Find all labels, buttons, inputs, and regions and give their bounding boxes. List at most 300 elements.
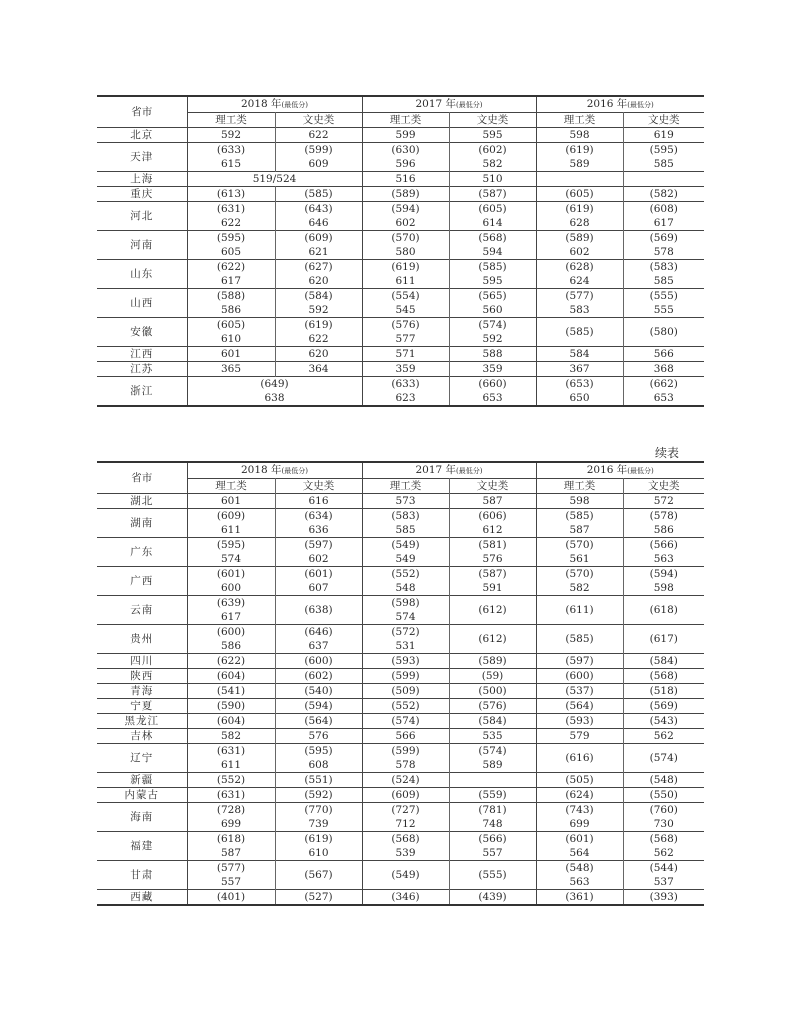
score-cell: 646 xyxy=(275,216,362,231)
table-row xyxy=(97,596,704,611)
province-name: 甘肃 xyxy=(97,861,187,890)
score-cell: 587 xyxy=(449,494,536,509)
score-cell: 516 xyxy=(362,172,449,187)
table-row xyxy=(97,744,704,759)
score-cell: (604) xyxy=(187,714,275,729)
score-cell: 578 xyxy=(653,246,674,258)
score-cell: 637 xyxy=(275,639,362,654)
score-cell: (624) xyxy=(536,788,623,803)
header-year-2018: 2018 年(最低分) xyxy=(187,96,362,113)
score-cell: 598 xyxy=(536,128,623,143)
score-cell: (578) xyxy=(623,509,704,524)
province-name: 陕西 xyxy=(97,669,187,684)
province-name: 新疆 xyxy=(97,773,187,788)
score-cell: (605) xyxy=(187,318,275,333)
score-cell: (564) xyxy=(275,714,362,729)
score-cell: 622 xyxy=(187,216,275,231)
score-cell: 628 xyxy=(536,216,623,231)
score-cell: (594) xyxy=(275,699,362,714)
score-cell: (611) xyxy=(536,596,623,625)
table-row xyxy=(97,391,704,406)
score-cell: 582 xyxy=(187,729,275,744)
score-cell: 585 xyxy=(653,275,674,287)
table-row xyxy=(97,362,704,377)
score-cell: 622 xyxy=(275,128,362,143)
score-cell: 563 xyxy=(536,875,623,890)
score-cell: 562 xyxy=(653,847,674,859)
score-cell: 592 xyxy=(275,303,362,318)
score-cell: (600) xyxy=(187,625,275,640)
score-cell: 574 xyxy=(362,610,449,625)
table-row xyxy=(97,202,704,217)
score-cell: (617) xyxy=(623,625,704,654)
score-cell: 608 xyxy=(275,758,362,773)
table-row xyxy=(97,684,704,699)
table-row xyxy=(97,303,704,318)
score-cell: (601) xyxy=(187,567,275,582)
score-cell: (585) xyxy=(449,260,536,275)
score-cell: 611 xyxy=(187,523,275,538)
score-cell: 572 xyxy=(623,494,704,509)
score-cell: 580 xyxy=(362,245,449,260)
province-name: 贵州 xyxy=(97,625,187,654)
score-cell: (559) xyxy=(449,788,536,803)
header-year-2016: 2016 年(最低分) xyxy=(536,462,704,479)
table-row xyxy=(97,509,704,524)
score-cell: (566) xyxy=(623,538,704,553)
table-row xyxy=(97,625,704,640)
province-name: 湖南 xyxy=(97,509,187,538)
score-cell: 531 xyxy=(362,639,449,654)
province-name: 浙江 xyxy=(97,377,187,407)
score-cell: 586 xyxy=(187,639,275,654)
score-cell: 586 xyxy=(653,524,674,536)
score-cell: 617 xyxy=(187,274,275,289)
score-cell: 610 xyxy=(275,846,362,861)
score-cell: (613) xyxy=(187,187,275,202)
score-cell: (619) xyxy=(536,143,623,158)
score-cell: (599) xyxy=(362,669,449,684)
score-cell: (608) xyxy=(623,202,704,217)
score-cell: 586 xyxy=(187,303,275,318)
province-name: 江西 xyxy=(97,347,187,362)
score-cell: (633) xyxy=(362,377,449,392)
score-cell: (552) xyxy=(362,567,449,582)
score-cell: 583 xyxy=(536,303,623,318)
score-cell: 614 xyxy=(449,216,536,231)
table-1-body xyxy=(97,128,704,407)
province-name: 辽宁 xyxy=(97,744,187,773)
score-cell: 600 xyxy=(187,581,275,596)
score-cell: 591 xyxy=(449,581,536,596)
score-cell: 555 xyxy=(653,304,674,316)
score-cell: 574 xyxy=(187,552,275,567)
score-cell: (631) xyxy=(187,788,275,803)
score-cell: (660) xyxy=(449,377,536,392)
score-cell: (393) xyxy=(623,890,704,906)
province-name: 海南 xyxy=(97,803,187,832)
province-name: 天津 xyxy=(97,143,187,172)
score-cell: (589) xyxy=(362,187,449,202)
table-row xyxy=(97,128,704,143)
score-cell: 609 xyxy=(275,157,362,172)
header-sci: 理工类 xyxy=(362,113,449,128)
score-cell: (541) xyxy=(187,684,275,699)
score-cell: (595) xyxy=(623,143,704,158)
score-cell: (584) xyxy=(449,714,536,729)
score-cell: (549) xyxy=(362,538,449,553)
score-cell: (568) xyxy=(362,832,449,847)
score-cell: (582) xyxy=(623,187,704,202)
table-row xyxy=(97,567,704,582)
score-cell: (597) xyxy=(536,654,623,669)
score-cell: (595) xyxy=(275,744,362,759)
table-row xyxy=(97,581,704,596)
score-cell: 562 xyxy=(623,729,704,744)
province-name: 江苏 xyxy=(97,362,187,377)
table-row xyxy=(97,289,704,304)
province-name: 广西 xyxy=(97,567,187,596)
score-cell: (653) xyxy=(536,377,623,392)
score-cell: 598 xyxy=(536,494,623,509)
score-cell: 602 xyxy=(536,245,623,260)
score-cell: (604) xyxy=(187,669,275,684)
province-name: 内蒙古 xyxy=(97,788,187,803)
table-row xyxy=(97,274,704,289)
province-name: 四川 xyxy=(97,654,187,669)
table-row xyxy=(97,832,704,847)
score-cell: (548) xyxy=(536,861,623,876)
province-name: 青海 xyxy=(97,684,187,699)
header-year-2018: 2018 年(最低分) xyxy=(187,462,362,479)
score-cell: (568) xyxy=(623,832,704,847)
score-cell: (585) xyxy=(536,318,623,347)
score-cell: (594) xyxy=(623,567,704,582)
score-cell: 636 xyxy=(275,523,362,538)
score-cell: (631) xyxy=(187,744,275,759)
score-cell: (619) xyxy=(362,260,449,275)
score-cell: 617 xyxy=(653,217,674,229)
province-name: 上海 xyxy=(97,172,187,187)
score-cell: (549) xyxy=(362,861,449,890)
score-cell: 588 xyxy=(449,347,536,362)
score-cell: (634) xyxy=(275,509,362,524)
score-cell: 611 xyxy=(362,274,449,289)
table-row xyxy=(97,216,704,231)
header-sci: 理工类 xyxy=(362,479,449,494)
score-cell: (574) xyxy=(623,744,704,773)
score-cell: 539 xyxy=(362,846,449,861)
score-cell: (505) xyxy=(536,773,623,788)
table-row xyxy=(97,803,704,818)
score-cell: 617 xyxy=(187,610,275,625)
score-cell: 596 xyxy=(362,157,449,172)
score-cell: 577 xyxy=(362,332,449,347)
score-cell: 605 xyxy=(187,245,275,260)
score-cell: (585) xyxy=(275,187,362,202)
score-cell: 616 xyxy=(275,494,362,509)
score-cell: (587) xyxy=(449,567,536,582)
province-name: 山东 xyxy=(97,260,187,289)
score-cell: (781) xyxy=(449,803,536,818)
table-row xyxy=(97,260,704,275)
header-sci: 理工类 xyxy=(187,113,275,128)
table-row xyxy=(97,788,704,803)
score-cell: 587 xyxy=(536,523,623,538)
header-year-2017: 2017 年(最低分) xyxy=(362,462,536,479)
table-row xyxy=(97,890,704,906)
score-cell: (598) xyxy=(362,596,449,611)
score-cell: 576 xyxy=(449,552,536,567)
score-cell: (589) xyxy=(536,231,623,246)
table-row xyxy=(97,861,704,876)
table-row xyxy=(97,817,704,832)
score-cell: (631) xyxy=(187,202,275,217)
table-row xyxy=(97,318,704,333)
score-cell: (622) xyxy=(187,260,275,275)
score-cell: 584 xyxy=(536,347,623,362)
score-cell: (609) xyxy=(362,788,449,803)
header-year-2016: 2016 年(最低分) xyxy=(536,96,704,113)
score-cell: 607 xyxy=(275,581,362,596)
table-row xyxy=(97,846,704,861)
score-cell: 595 xyxy=(449,128,536,143)
header-province: 省市 xyxy=(97,462,187,494)
score-cell: (599) xyxy=(275,143,362,158)
score-cell: (619) xyxy=(275,832,362,847)
score-cell: 602 xyxy=(362,216,449,231)
score-cell: 557 xyxy=(449,846,536,861)
score-cell: (585) xyxy=(536,625,623,654)
score-cell: 364 xyxy=(275,362,362,377)
score-cell: 566 xyxy=(362,729,449,744)
score-cell: (595) xyxy=(187,231,275,246)
score-cell: 599 xyxy=(362,128,449,143)
score-cell: (619) xyxy=(275,318,362,333)
score-cell: 653 xyxy=(449,391,536,406)
table-row xyxy=(97,231,704,246)
score-cell: (574) xyxy=(449,318,536,333)
score-cell: (584) xyxy=(275,289,362,304)
table-row xyxy=(97,523,704,538)
score-cell: (601) xyxy=(275,567,362,582)
score-cell: (646) xyxy=(275,625,362,640)
table-row xyxy=(97,377,704,392)
score-cell: 582 xyxy=(449,157,536,172)
merged-score: 519/524 xyxy=(187,172,362,187)
score-cell: (602) xyxy=(449,143,536,158)
table-row xyxy=(97,714,704,729)
score-cell: (743) xyxy=(536,803,623,818)
score-cell: (401) xyxy=(187,890,275,906)
score-cell: 587 xyxy=(187,846,275,861)
score-cell: (551) xyxy=(275,773,362,788)
score-cell: (585) xyxy=(536,509,623,524)
continued-label: 续表 xyxy=(655,446,680,460)
table-row xyxy=(97,172,704,187)
score-cell: 601 xyxy=(187,347,275,362)
merged-score: (649) xyxy=(187,377,362,392)
score-cell: (639) xyxy=(187,596,275,611)
score-cell: 557 xyxy=(187,875,275,890)
score-cell: (588) xyxy=(187,289,275,304)
score-cell: 576 xyxy=(275,729,362,744)
score-cell: (643) xyxy=(275,202,362,217)
province-name: 山西 xyxy=(97,289,187,318)
score-cell: (574) xyxy=(449,744,536,759)
province-name: 北京 xyxy=(97,128,187,143)
score-cell: (587) xyxy=(449,187,536,202)
score-cell: (609) xyxy=(187,509,275,524)
score-cell: (605) xyxy=(536,187,623,202)
score-cell: 622 xyxy=(275,332,362,347)
score-cell xyxy=(623,172,704,187)
score-cell: (361) xyxy=(536,890,623,906)
score-cell: (630) xyxy=(362,143,449,158)
score-cell: (518) xyxy=(623,684,704,699)
score-cell: (537) xyxy=(536,684,623,699)
score-cell: 560 xyxy=(449,303,536,318)
score-cell: 571 xyxy=(362,347,449,362)
score-cell: (574) xyxy=(362,714,449,729)
score-cell: (570) xyxy=(362,231,449,246)
score-cell: (612) xyxy=(449,625,536,654)
score-cell: (439) xyxy=(449,890,536,906)
score-cell: (500) xyxy=(449,684,536,699)
score-cell: (602) xyxy=(275,669,362,684)
score-cell: (583) xyxy=(623,260,704,275)
score-cell: (622) xyxy=(187,654,275,669)
score-cell: (543) xyxy=(623,714,704,729)
score-cell: (509) xyxy=(362,684,449,699)
score-cell: (570) xyxy=(536,567,623,582)
score-cell: 624 xyxy=(536,274,623,289)
score-cell: 578 xyxy=(362,758,449,773)
score-cell: (554) xyxy=(362,289,449,304)
score-cell: (618) xyxy=(623,596,704,625)
province-name: 西藏 xyxy=(97,890,187,906)
score-cell: 535 xyxy=(449,729,536,744)
province-name: 湖北 xyxy=(97,494,187,509)
header-arts: 文史类 xyxy=(275,479,362,494)
table-row xyxy=(97,157,704,172)
score-cell: (616) xyxy=(536,744,623,773)
score-cell: (770) xyxy=(275,803,362,818)
score-cell: 620 xyxy=(275,347,362,362)
score-cell: (346) xyxy=(362,890,449,906)
table-row xyxy=(97,669,704,684)
score-cell: (627) xyxy=(275,260,362,275)
score-cell: (540) xyxy=(275,684,362,699)
score-cell: (544) xyxy=(623,861,704,876)
score-cell: (577) xyxy=(187,861,275,876)
score-cell: (580) xyxy=(623,318,704,347)
province-name: 河北 xyxy=(97,202,187,231)
score-cell: 653 xyxy=(623,391,704,406)
score-cell: (524) xyxy=(362,773,449,788)
score-cell: (760) xyxy=(623,803,704,818)
province-name: 宁夏 xyxy=(97,699,187,714)
province-name: 云南 xyxy=(97,596,187,625)
table-row xyxy=(97,187,704,202)
province-name: 福建 xyxy=(97,832,187,861)
score-cell: 594 xyxy=(449,245,536,260)
score-cell: (593) xyxy=(536,714,623,729)
score-cell: (569) xyxy=(623,231,704,246)
score-cell: 582 xyxy=(536,581,623,596)
score-cell: 579 xyxy=(536,729,623,744)
score-table-2 xyxy=(97,461,704,906)
score-cell: (572) xyxy=(362,625,449,640)
score-cell: 601 xyxy=(187,494,275,509)
score-cell: (609) xyxy=(275,231,362,246)
score-table-1 xyxy=(97,95,704,407)
score-cell: (599) xyxy=(362,744,449,759)
score-cell: 748 xyxy=(449,817,536,832)
score-cell: (565) xyxy=(449,289,536,304)
score-cell: 699 xyxy=(187,817,275,832)
header-sci: 理工类 xyxy=(536,113,623,128)
table-row xyxy=(97,143,704,158)
province-name: 重庆 xyxy=(97,187,187,202)
score-cell: (600) xyxy=(536,669,623,684)
table-row xyxy=(97,552,704,567)
score-cell: 537 xyxy=(653,876,674,888)
score-cell: (567) xyxy=(275,861,362,890)
score-cell: 739 xyxy=(275,817,362,832)
score-cell: 510 xyxy=(449,172,536,187)
table-2-body xyxy=(97,494,704,906)
score-cell: 712 xyxy=(362,817,449,832)
score-cell: 592 xyxy=(449,332,536,347)
score-cell: (728) xyxy=(187,803,275,818)
score-cell: 359 xyxy=(362,362,449,377)
score-cell: 610 xyxy=(187,332,275,347)
score-cell: 367 xyxy=(536,362,623,377)
score-cell: (552) xyxy=(362,699,449,714)
score-cell: (555) xyxy=(623,289,704,304)
score-cell: 585 xyxy=(362,523,449,538)
score-cell: (548) xyxy=(623,773,704,788)
table-row xyxy=(97,347,704,362)
score-cell: (727) xyxy=(362,803,449,818)
score-cell: 623 xyxy=(362,391,449,406)
score-cell: 595 xyxy=(449,274,536,289)
score-cell: (581) xyxy=(449,538,536,553)
score-cell: (633) xyxy=(187,143,275,158)
score-cell: (612) xyxy=(449,596,536,625)
score-cell: (592) xyxy=(275,788,362,803)
score-cell: (638) xyxy=(275,596,362,625)
score-cell: 573 xyxy=(362,494,449,509)
score-cell: (577) xyxy=(536,289,623,304)
score-cell: 549 xyxy=(362,552,449,567)
header-year-2017: 2017 年(最低分) xyxy=(362,96,536,113)
table-row xyxy=(97,699,704,714)
score-cell: 699 xyxy=(536,817,623,832)
score-cell: 359 xyxy=(449,362,536,377)
score-cell: (606) xyxy=(449,509,536,524)
header-arts: 文史类 xyxy=(275,113,362,128)
header-sci: 理工类 xyxy=(187,479,275,494)
score-cell xyxy=(536,172,623,187)
score-cell: (597) xyxy=(275,538,362,553)
score-cell: (619) xyxy=(536,202,623,217)
score-cell: 365 xyxy=(187,362,275,377)
score-cell: 619 xyxy=(623,128,704,143)
score-cell: (568) xyxy=(449,231,536,246)
score-cell: 545 xyxy=(362,303,449,318)
